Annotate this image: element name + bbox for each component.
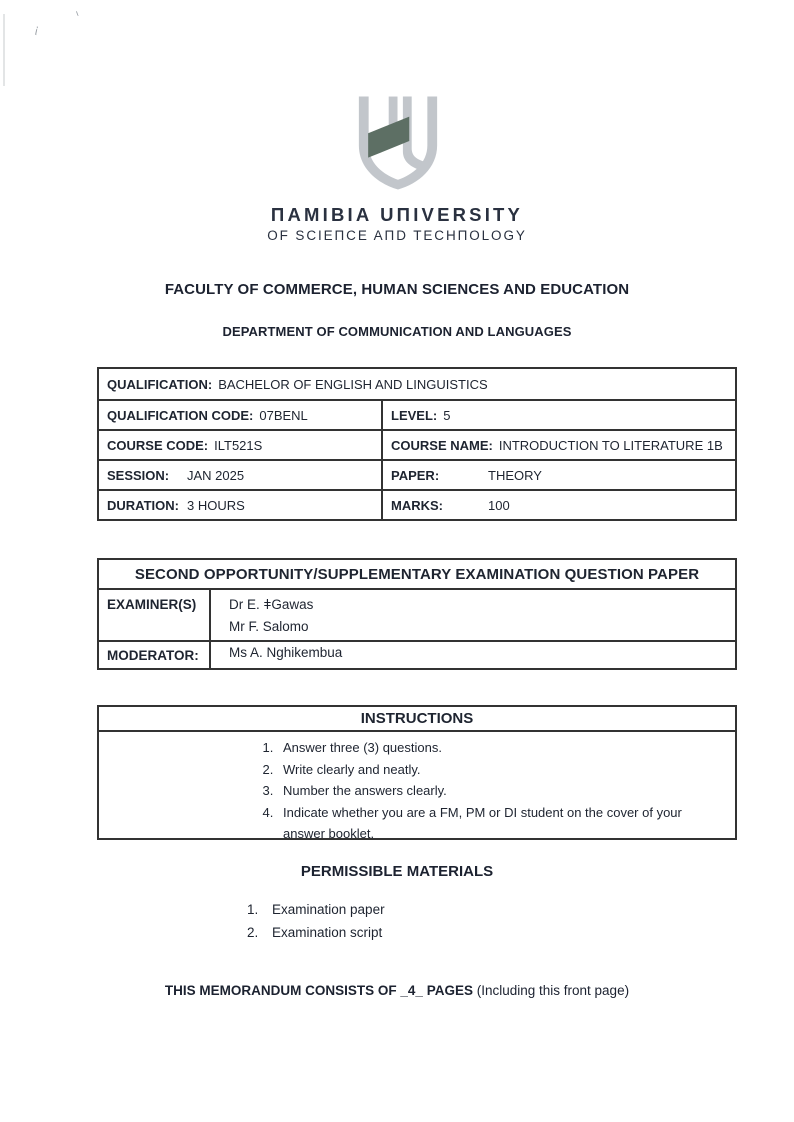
- instructions-title: INSTRUCTIONS: [99, 707, 735, 732]
- course-code-label: COURSE CODE:: [107, 437, 209, 453]
- duration-label: DURATION:: [107, 497, 179, 513]
- university-wordmark-line1: ΠAMIBIA UΠIVERSITY: [270, 204, 524, 225]
- material-item: 1. Examination paper: [262, 898, 762, 921]
- examiner-row: [99, 590, 735, 640]
- course-name-cell: [383, 431, 735, 459]
- course-name-label: COURSE NAME:: [391, 437, 493, 453]
- qualification-code-cell: [99, 401, 383, 429]
- page-count-note: [0, 983, 794, 998]
- table-row-qualification: [99, 369, 735, 399]
- paper-cell: [383, 461, 735, 489]
- instruction-item: 4. Indicate whether you are a FM, PM or DI student on the cover of your answer booklet.: [277, 802, 727, 845]
- paper-value: THEORY: [488, 467, 542, 483]
- marks-label: MARKS:: [391, 497, 443, 513]
- table-row-duration-marks: [99, 489, 735, 519]
- material-item: 2. Examination script: [262, 921, 762, 944]
- examiner-label: EXAMINER(S): [99, 590, 211, 640]
- examination-panel-table: [97, 558, 737, 670]
- session-label: SESSION:: [107, 467, 170, 483]
- session-cell: [99, 461, 383, 489]
- scan-artifact: [3, 14, 5, 86]
- duration-cell: [99, 491, 383, 519]
- materials-list: [97, 898, 762, 944]
- moderator-name: Ms A. Nghikembua: [229, 645, 343, 660]
- instruction-item: 2. Write clearly and neatly.: [277, 759, 727, 781]
- scan-artifact: ι: [74, 7, 80, 19]
- duration-value: 3 HOURS: [187, 497, 245, 513]
- qualification-code-label: QUALIFICATION CODE:: [107, 407, 254, 423]
- marks-cell: [383, 491, 735, 519]
- instruction-item: 3. Number the answers clearly.: [277, 780, 727, 802]
- examiner-name: Dr E. ǂGawas: [229, 597, 314, 612]
- session-value: JAN 2025: [187, 467, 245, 483]
- page-count-note-normal: (Including this front page): [476, 983, 630, 998]
- examiner-name: Mr F. Salomo: [229, 619, 309, 634]
- table-row-session-paper: [99, 459, 735, 489]
- exam-paper-title: SECOND OPPORTUNITY/SUPPLEMENTARY EXAMINATION QUESTION PAPER: [99, 560, 735, 590]
- qualification-value: BACHELOR OF ENGLISH AND LINGUISTICS: [218, 376, 488, 392]
- page-count-note-bold: THIS MEMORANDUM CONSISTS OF _4_ PAGES: [164, 983, 473, 998]
- moderator-label: MODERATOR:: [99, 642, 211, 668]
- qualification-cell: [99, 377, 735, 392]
- qualification-code-value: 07BENL: [259, 407, 308, 423]
- instructions-box: [97, 705, 737, 840]
- level-cell: [383, 401, 735, 429]
- table-row-course: [99, 429, 735, 459]
- course-code-value: ILT521S: [214, 437, 263, 453]
- instructions-list: [99, 737, 727, 845]
- level-value: 5: [443, 407, 451, 423]
- moderator-row: [99, 640, 735, 668]
- table-row-code-level: [99, 399, 735, 429]
- instruction-item: 1. Answer three (3) questions.: [277, 737, 727, 759]
- scan-artifact: ἰ: [33, 25, 39, 39]
- university-shield-logo-icon: [353, 96, 443, 191]
- course-name-value: INTRODUCTION TO LITERATURE 1B: [498, 437, 723, 453]
- university-wordmark-line2: OF SCIEΠCE AΠD TECHΠOLOGY: [267, 228, 527, 243]
- paper-label: PAPER:: [391, 467, 440, 483]
- marks-value: 100: [488, 497, 510, 513]
- course-code-cell: [99, 431, 383, 459]
- department-heading: DEPARTMENT OF COMMUNICATION AND LANGUAGES: [222, 324, 572, 339]
- level-label: LEVEL:: [391, 407, 438, 423]
- faculty-heading: FACULTY OF COMMERCE, HUMAN SCIENCES AND EDUCATION: [164, 281, 630, 298]
- qualification-label: QUALIFICATION:: [107, 376, 213, 392]
- examiner-names: [211, 590, 735, 640]
- course-details-table: [97, 367, 737, 521]
- materials-title: PERMISSIBLE MATERIALS: [300, 863, 494, 880]
